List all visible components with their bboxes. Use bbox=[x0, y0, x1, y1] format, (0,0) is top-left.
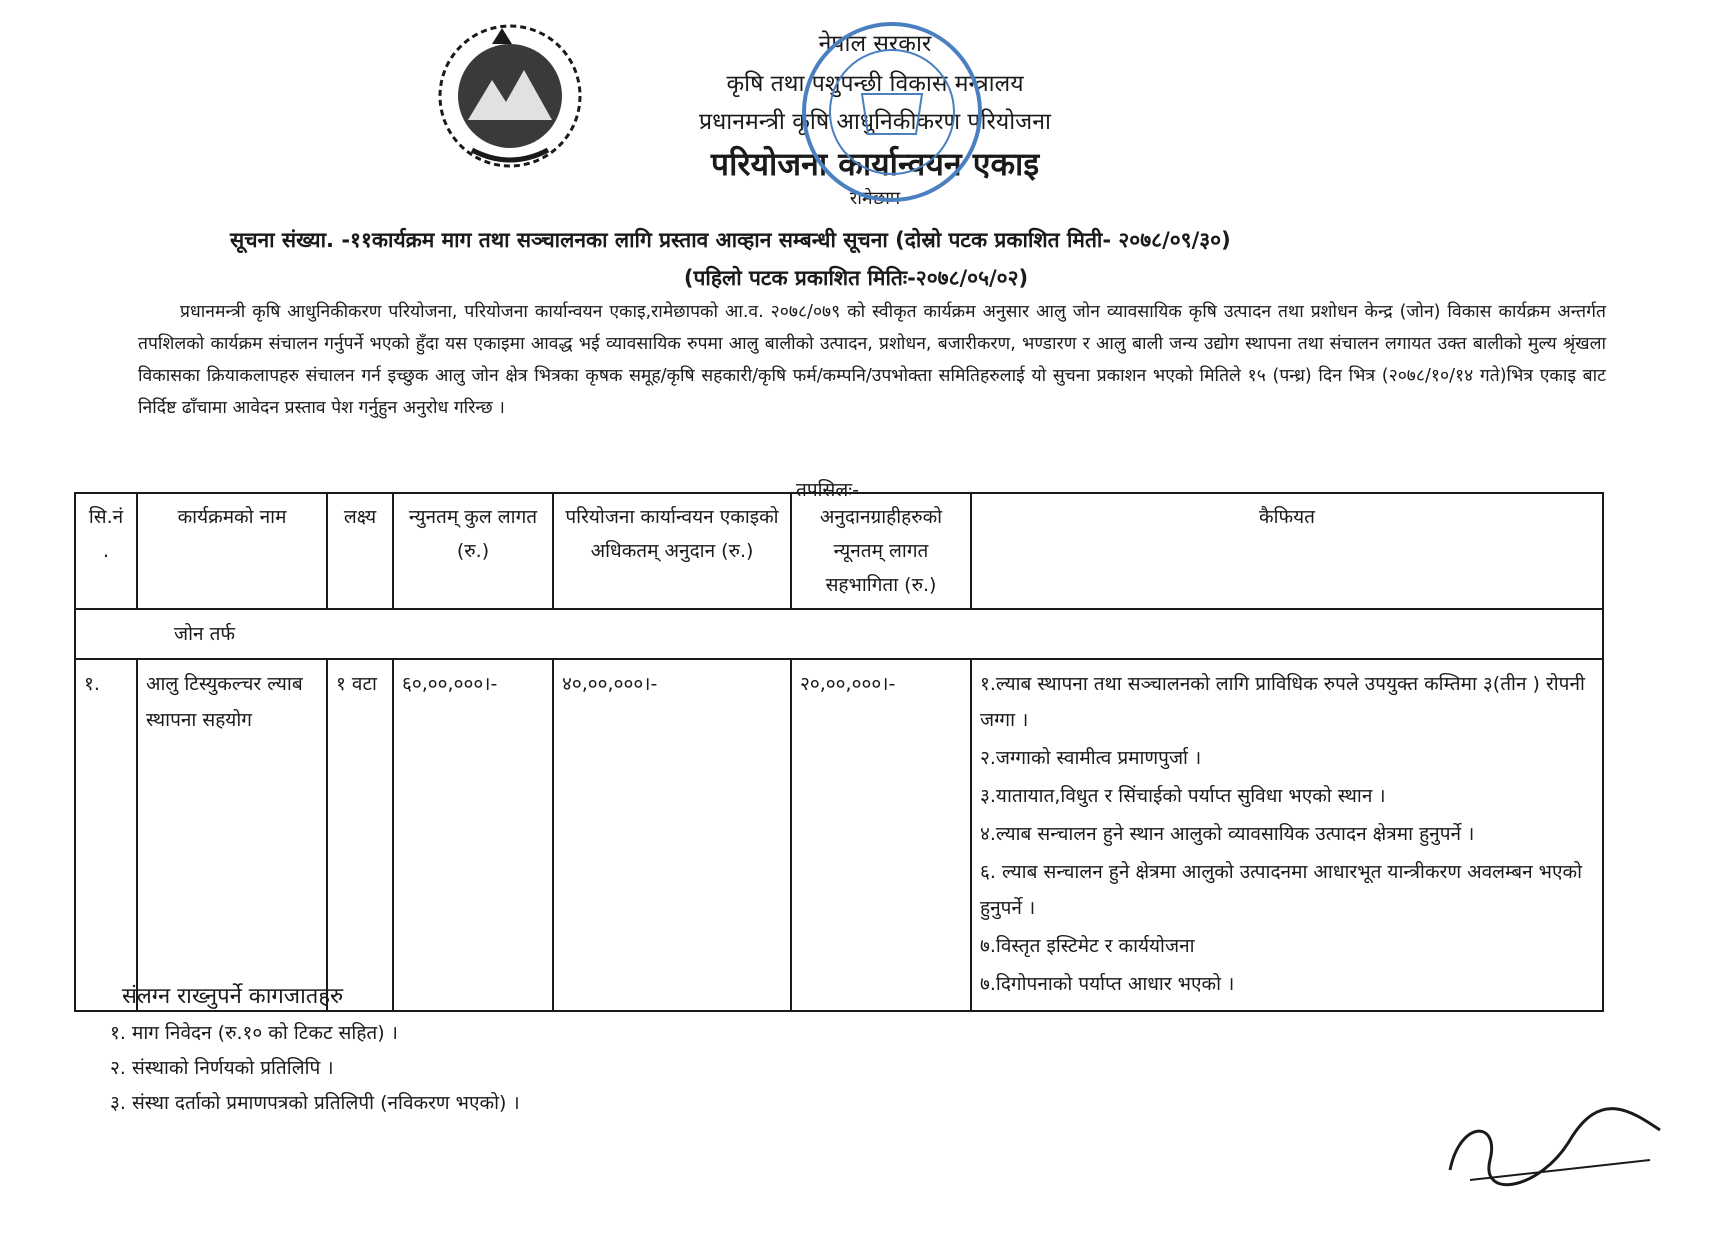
col-header-program-name: कार्यक्रमको नाम bbox=[137, 493, 327, 609]
cell-target: १ वटा bbox=[327, 659, 393, 1011]
cell-min-share: २०,००,०००।- bbox=[791, 659, 971, 1011]
col-header-remarks: कैफियत bbox=[971, 493, 1603, 609]
cell-max-grant: ४०,००,०००।- bbox=[553, 659, 791, 1011]
schedule-label: तपसिलः- bbox=[796, 479, 859, 501]
cell-remarks bbox=[971, 659, 1603, 1011]
list-item: १. माग निवेदन (रु.१० को टिकट सहित) । bbox=[110, 1022, 398, 1044]
remark-item: ६. ल्याब सन्चालन हुने क्षेत्रमा आलुको उत्पादनमा आधारभूत यान्त्रीकरण अवलम्बन भएको हुनुपर्ने । bbox=[980, 861, 1583, 919]
office-seal-icon bbox=[792, 14, 992, 210]
remark-item: ७.दिगोपनाको पर्याप्त आधार भएको । bbox=[980, 973, 1235, 995]
notice-title: सूचना संख्या. -११कार्यक्रम माग तथा सञ्चालनका लागि प्रस्ताव आव्हान सम्बन्धी सूचना (दोस्रो पटक प्रकाशित मिती- २०७८/०९/३०) bbox=[230, 228, 1231, 252]
col-header-target: लक्ष्य bbox=[327, 493, 393, 609]
signature-icon bbox=[1430, 1080, 1680, 1200]
remark-item: २.जग्गाको स्वामीत्व प्रमाणपुर्जा । bbox=[980, 747, 1202, 769]
cell-min-cost: ६०,००,०००।- bbox=[393, 659, 553, 1011]
header-location: रामेछाप bbox=[849, 188, 901, 209]
notice-body: प्रधानमन्त्री कृषि आधुनिकीकरण परियोजना, परियोजना कार्यान्वयन एकाइ,रामेछापको आ.व. २०७८/०७९ को स्वीकृत कार्यक्रम अनुसार आलु जोन व्यावसायिक कृषि उत्पादन तथा प्रशोधन केन्द्र (जोन) विकास कार्यक्रम अन्तर्गत तपशिलको कार्यक्रम संचालन गर्नुपर्ने भएको हुँदा यस एकाइमा आवद्ध भई व्यावसायिक रुपमा आलु बालीको उत्पादन, प्रशोधन, बजारीकरण, भण्डारण र आलु बाली जन्य उद्योग स्थापना तथा संचालन लगायत उक्त बालीको मुल्य श्रृंखला विकासका क्रियाकलापहरु संचालन गर्न इच्छुक आलु जोन क्षेत्र भित्रका कृषक समूह/कृषि सहकारी/कृषि फर्म/कम्पनि/उपभोक्ता समितिहरुलाई यो सुचना प्रकाशन भएको मितिले १५ (पन्ध्र) दिन भित्र (२०७८/१०/१४ गते)भित्र एकाइ बाट निर्दिष्ट ढाँचामा आवेदन प्रस्ताव पेश गर्नुहुन अनुरोध गरिन्छ । bbox=[138, 302, 1606, 418]
col-header-sn: सि.नं . bbox=[75, 493, 137, 609]
attachments-heading: संलग्न राख्नुपर्ने कागजातहरु bbox=[122, 984, 344, 1009]
col-header-min-cost: न्युनतम् कुल लागत (रु.) bbox=[393, 493, 553, 609]
header-project: प्रधानमन्त्री कृषि आधुनिकीकरण परियोजना bbox=[699, 109, 1051, 135]
list-item: २. संस्थाको निर्णयको प्रतिलिपि । bbox=[110, 1057, 334, 1079]
col-header-min-share: अनुदानग्राहीहरुको न्यूनतम् लागत सहभागिता (रु.) bbox=[791, 493, 971, 609]
attachments-list bbox=[110, 1016, 520, 1121]
header-government: नेपाल सरकार bbox=[818, 31, 932, 57]
table-row bbox=[75, 659, 1603, 1011]
section-zone: जोन तर्फ bbox=[75, 609, 1603, 659]
remark-item: ७.विस्तृत इस्टिमेट र कार्ययोजना bbox=[980, 935, 1195, 957]
remark-item: ४.ल्याब सन्चालन हुने स्थान आलुको व्यावसायिक उत्पादन क्षेत्रमा हुनुपर्ने । bbox=[980, 823, 1475, 845]
schedule-table bbox=[74, 492, 1604, 995]
cell-sn: १. bbox=[75, 659, 137, 1011]
cell-program-name: आलु टिस्युकल्चर ल्याब स्थापना सहयोग bbox=[137, 659, 327, 1011]
header-unit: परियोजना कार्यान्वयन एकाइ bbox=[710, 145, 1040, 183]
list-item: ३. संस्था दर्ताको प्रमाणपत्रको प्रतिलिपी (नविकरण भएको) । bbox=[110, 1092, 520, 1114]
notice-first-published: (पहिलो पटक प्रकाशित मितिः-२०७८/०५/०२) bbox=[683, 266, 1029, 290]
remark-item: १.ल्याब स्थापना तथा सञ्चालनको लागि प्राविधिक रुपले उपयुक्त कम्तिमा ३(तीन ) रोपनी जग्गा । bbox=[980, 673, 1585, 731]
header-ministry: कृषि तथा पशुपन्छी विकास मन्त्रालय bbox=[726, 71, 1024, 97]
remark-item: ३.यातायात,विधुत र सिंचाईको पर्याप्त सुविधा भएको स्थान । bbox=[980, 785, 1386, 807]
col-header-max-grant: परियोजना कार्यान्वयन एकाइको अधिकतम् अनुदान (रु.) bbox=[553, 493, 791, 609]
